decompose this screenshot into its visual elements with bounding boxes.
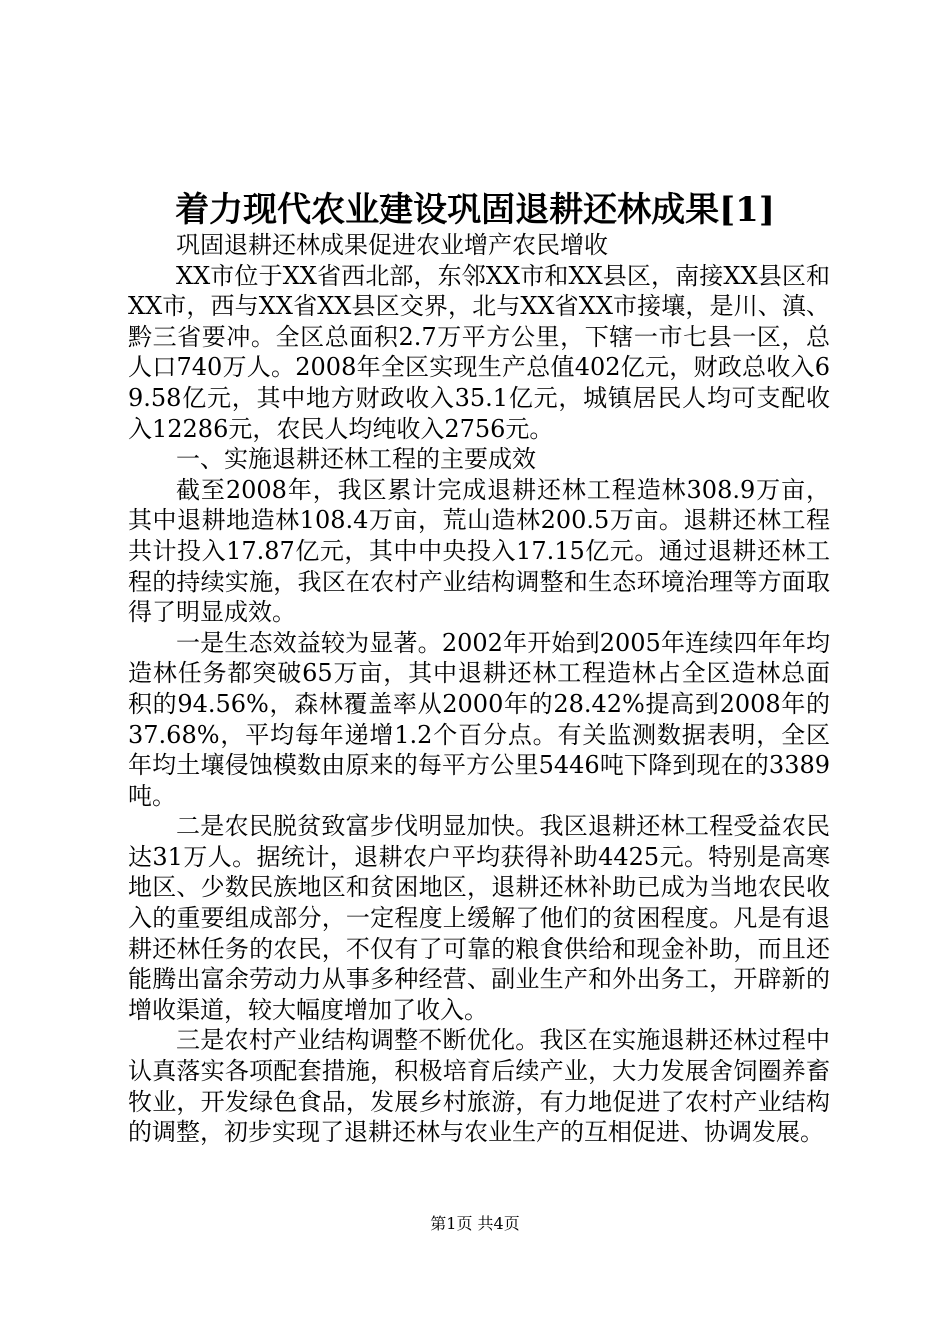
achievement-summary-paragraph: 截至2008年，我区累计完成退耕还林工程造林308.9万亩，其中退耕地造林108.4万亩，荒山造林200.5万亩。退耕还林工程共计投入17.87亿元，其中中央投入17.15亿元。通过退耕还林工程的持续实施，我区在农村产业结构调整和生态环境治理等方面取得了明显成效。 xyxy=(128,475,830,627)
intro-paragraph: XX市位于XX省西北部，东邻XX市和XX县区，南接XX县区和XX市，西与XX省XX县区交界，北与XX省XX市接壤，是川、滇、黔三省要冲。全区总面积2.7万平方公里，下辖一市七县一区，总人口740万人。2008年全区实现生产总值402亿元，财政总收入69.58亿元，其中地方财政收入35.1亿元，城镇居民人均可支配收入12286元，农民人均纯收入2756元。 xyxy=(128,261,830,443)
section-heading: 一、实施退耕还林工程的主要成效 xyxy=(176,445,536,474)
industry-structure-paragraph: 三是农村产业结构调整不断优化。我区在实施退耕还林过程中认真落实各项配套措施，积极培育后续产业，大力发展舍饲圈养畜牧业，开发绿色食品，发展乡村旅游，有力地促进了农村产业结构的调整，初步实现了退耕还林与农业生产的互相促进、协调发展。 xyxy=(128,1026,830,1147)
poverty-alleviation-paragraph: 二是农民脱贫致富步伐明显加快。我区退耕还林工程受益农民达31万人。据统计，退耕农户平均获得补助4425元。特别是高寒地区、少数民族地区和贫困地区，退耕还林补助已成为当地农民收入的重要组成部分，一定程度上缓解了他们的贫困程度。凡是有退耕还林任务的农民，不仅有了可靠的粮食供给和现金补助，而且还能腾出富余劳动力从事多种经营、副业生产和外出务工，开辟新的增收渠道，较大幅度增加了收入。 xyxy=(128,812,830,1024)
document-body xyxy=(128,230,830,1148)
subtitle-paragraph: 巩固退耕还林成果促进农业增产农民增收 xyxy=(176,231,608,259)
ecological-benefit-paragraph: 一是生态效益较为显著。2002年开始到2005年连续四年年均造林任务都突破65万亩，其中退耕还林工程造林占全区造林总面积的94.56%，森林覆盖率从2000年的28.42%提高到2008年的37.68%，平均每年递增1.2个百分点。有关监测数据表明，全区年均土壤侵蚀模数由原来的每平方公里5446吨下降到现在的3389吨。 xyxy=(128,628,830,810)
page-number-footer: 第1页 共4页 xyxy=(430,1214,520,1233)
document-title: 着力现代农业建设巩固退耕还林成果[1] xyxy=(175,190,775,230)
